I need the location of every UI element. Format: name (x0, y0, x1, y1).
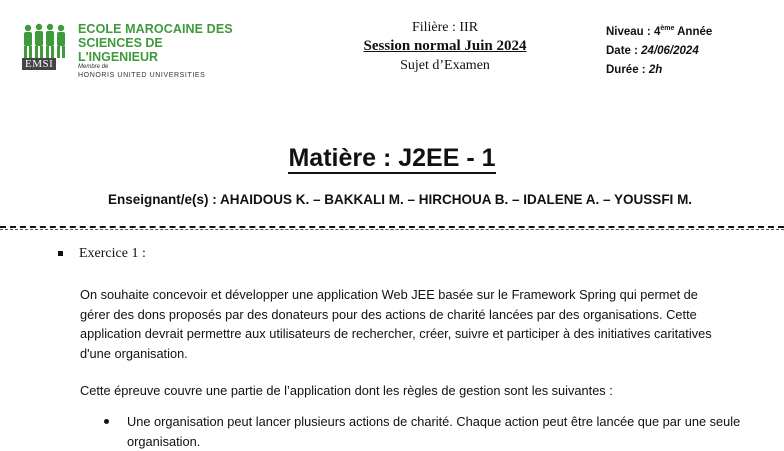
niveau: Niveau : 4ème Année (606, 25, 713, 38)
students-icon (20, 22, 76, 62)
separator (0, 226, 784, 228)
date: Date : 24/06/2024 (606, 44, 699, 57)
bullet-icon (104, 419, 109, 424)
exercise-heading: Exercice 1 : (58, 246, 146, 262)
exercise-paragraph-2: Cette épreuve couvre une partie de l’application dont les règles de gestion sont les suivantes : (80, 383, 613, 398)
square-bullet-icon (58, 251, 63, 256)
session: Session normal Juin 2024 (363, 38, 527, 54)
exam-header-center (330, 18, 560, 75)
sujet: Sujet d’Examen (400, 58, 490, 73)
school-name-line2: SCIENCES DE L'INGENIEUR (78, 36, 163, 64)
logo-abbreviation: EMSI (22, 58, 56, 70)
teachers-line: Enseignant/e(s) : AHAIDOUS K. – BAKKALI M. – HIRCHOUA B. – IDALENE A. – YOUSSFI M. (108, 192, 693, 207)
school-name-line1: ECOLE MAROCAINE DES (78, 22, 233, 36)
duree: Durée : 2h (606, 63, 663, 76)
list-item-text: Une organisation peut lancer plusieurs actions de charité. Chaque action peut être lancée que par une seule organisation. (127, 414, 741, 449)
school-name (78, 22, 235, 80)
exercise-paragraph-1: On souhaite concevoir et développer une application Web JEE basée sur le Framework Spring qui permet de gérer des dons proposés par des donateurs pour des actions de charité lancées par des organisations. Cette application devrait permettre aux utilisateurs de rechercher, créer, suivre et participer à des initiatives caritatives d'une organisation. (80, 287, 712, 361)
separator-inner (0, 229, 784, 230)
exam-header-right (606, 19, 712, 80)
member-text: Membre de (78, 64, 109, 70)
page-title: Matière : J2EE - 1 (288, 144, 496, 172)
network-text: HONORIS UNITED UNIVERSITIES (78, 72, 206, 79)
filiere: Filière : IIR (411, 20, 479, 35)
school-logo (20, 22, 235, 79)
